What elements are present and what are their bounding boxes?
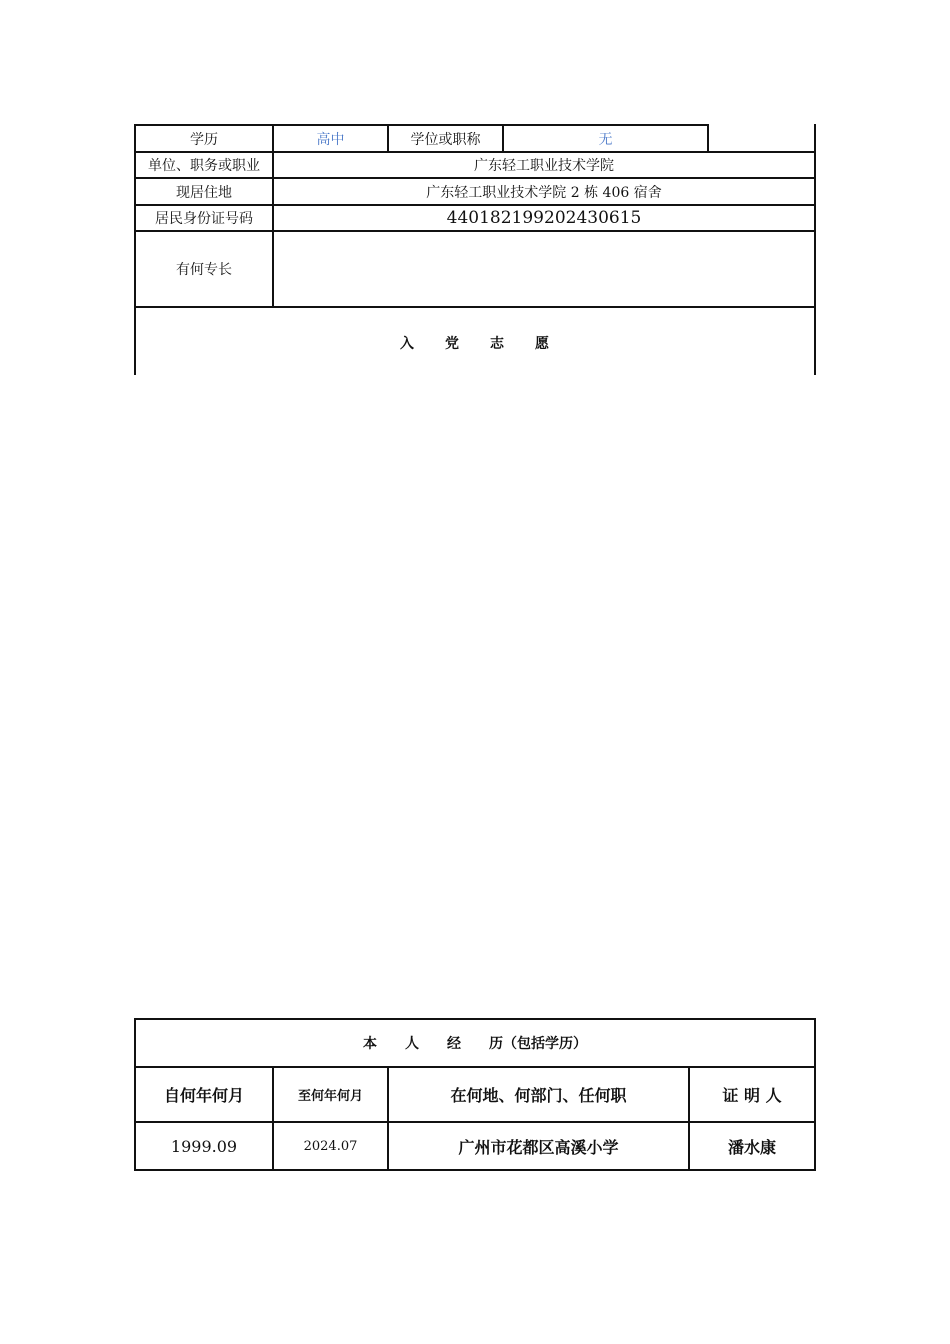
residence-label: 现居住地 bbox=[176, 184, 232, 201]
id-number-value: 440182199202430615 bbox=[446, 208, 642, 228]
form-line bbox=[134, 306, 816, 308]
header-start-date: 自何年何月 bbox=[163, 1086, 244, 1105]
form-line bbox=[814, 124, 816, 375]
employer-value: 广东轻工职业技术学院 bbox=[474, 158, 614, 174]
degree-label: 学位或职称 bbox=[410, 131, 481, 148]
specialty-label: 有何专长 bbox=[176, 262, 232, 278]
row-witness: 潘水康 bbox=[727, 1137, 776, 1157]
form-line bbox=[707, 124, 709, 152]
header-place-department: 在何地、何部门、任何职 bbox=[450, 1086, 627, 1105]
education-label: 学历 bbox=[190, 131, 218, 148]
row-start-date: 1999.09 bbox=[170, 1136, 238, 1156]
employer-label: 单位、职务或职业 bbox=[148, 158, 260, 174]
table-line bbox=[814, 1018, 816, 1171]
personal-info-form bbox=[0, 0, 950, 380]
table-line bbox=[134, 1169, 816, 1171]
header-end-date: 至何年何月 bbox=[297, 1089, 363, 1104]
education-value: 高中 bbox=[316, 131, 345, 148]
party-application-title: 入 党 志 愿 bbox=[400, 336, 550, 352]
personal-history-table bbox=[0, 1000, 950, 1180]
degree-value: 无 bbox=[598, 131, 613, 148]
residence-value: 广东轻工职业技术学院 2 栋 406 宿舍 bbox=[426, 184, 662, 201]
history-title: 本 人 经 历（包括学历） bbox=[363, 1036, 587, 1052]
id-number-label: 居民身份证号码 bbox=[155, 211, 253, 227]
specialty-value bbox=[274, 232, 814, 306]
row-place-department: 广州市花都区高溪小学 bbox=[458, 1137, 619, 1157]
row-end-date: 2024.07 bbox=[303, 1138, 358, 1154]
header-witness: 证 明 人 bbox=[722, 1086, 782, 1105]
